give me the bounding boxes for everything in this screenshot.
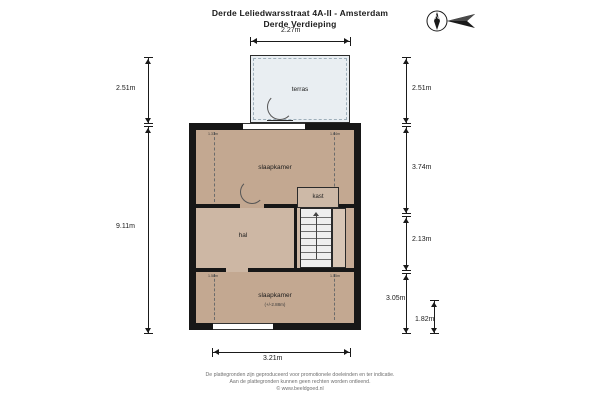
dim-left-terrace-label: 2.51m	[116, 85, 136, 92]
dim-right-terrace-arrow-down	[403, 118, 409, 123]
dim-top-width-arrow-right	[344, 38, 349, 44]
dim-right-terrace-arrow-up	[403, 59, 409, 64]
footer-disclaimer	[0, 372, 600, 393]
stair-direction-arrow-icon	[316, 215, 317, 259]
svg-text:N: N	[434, 15, 440, 21]
slaapkamer-top-label: slaapkamer	[258, 164, 292, 171]
dim-right-lower-arrow-down	[403, 328, 409, 333]
dim-right-small-label: 1.82m	[415, 316, 435, 323]
dim-bottom-width-cap-left	[212, 348, 213, 357]
dim-left-total-label: 9.11m	[116, 223, 135, 230]
dim-right-small-arrow-up	[431, 302, 437, 307]
inner-mark-bottom-right: 1.55m	[330, 274, 340, 278]
room-kast	[297, 187, 339, 208]
dim-left-terrace-cap-bottom	[144, 123, 153, 124]
dim-left-terrace-cap-top	[144, 57, 153, 58]
room-terras	[250, 55, 350, 123]
wall-hall-right	[294, 208, 297, 268]
dim-right-lower-line	[406, 273, 407, 333]
dim-right-terrace-cap-bottom	[402, 123, 411, 124]
dim-right-terrace-cap-top	[402, 57, 411, 58]
dim-bottom-width-arrow-right	[344, 349, 349, 355]
dim-right-bedroom-arrow-down	[403, 208, 409, 213]
dim-left-terrace-arrow-up	[145, 59, 151, 64]
footer-line-3: © www.beeldgoed.nl	[276, 386, 324, 392]
room-slaapkamer-bottom	[196, 272, 354, 323]
inner-mark-bottom-left: 1.58m	[208, 274, 218, 278]
terras-label: terras	[291, 86, 309, 93]
window-top	[243, 123, 305, 130]
terras-door-leaf	[267, 120, 293, 121]
footer-line-2: Aan de plattegronden kunnen geen rechten worden ontleend.	[229, 379, 371, 385]
stairwell-void	[332, 208, 346, 268]
dim-left-terrace-arrow-down	[145, 118, 151, 123]
dim-bottom-width-label: 3.21m	[263, 355, 283, 362]
dim-left-total-line	[148, 126, 149, 333]
dim-top-width-line	[250, 41, 350, 42]
dim-top-width-label: 2.27m	[281, 27, 301, 34]
dim-right-bedroom-cap-top	[402, 126, 411, 127]
title-address: Derde Leliedwarsstraat 4A-II - Amsterdam	[211, 8, 389, 18]
dim-right-hall-label: 2.13m	[412, 236, 432, 243]
dim-right-small-cap-top	[430, 300, 439, 301]
dim-top-width-arrow-left	[252, 38, 257, 44]
dim-right-hall-arrow-down	[403, 265, 409, 270]
staircase	[300, 208, 332, 268]
inner-mark-top-right: 1.64m	[330, 132, 340, 136]
dim-bottom-width-arrow-left	[214, 349, 219, 355]
dim-right-bedroom-label: 3.74m	[412, 164, 432, 171]
dim-bottom-width-cap-right	[350, 348, 351, 357]
footer-line-1: De plattegronden zijn geproduceerd voor promotionele doeleinden en ter indicatie.	[205, 372, 395, 378]
kast-label: kast	[312, 194, 324, 200]
dim-right-bedroom-cap-bottom	[402, 213, 411, 214]
dim-left-total-cap-bottom	[144, 333, 153, 334]
dim-top-width-cap-right	[350, 37, 351, 46]
dim-left-total-cap-top	[144, 126, 153, 127]
inner-dash-bottom-left	[214, 274, 215, 320]
bedroom-door-swing-icon	[240, 180, 264, 204]
inner-mark-top-left: 1.33m	[208, 132, 218, 136]
dim-right-terrace-label: 2.51m	[412, 85, 432, 92]
dim-right-hall-line	[406, 216, 407, 270]
dim-left-terrace-line	[148, 57, 149, 123]
dim-right-lower-arrow-up	[403, 275, 409, 280]
room-hal	[196, 208, 308, 268]
building-walls	[189, 123, 361, 330]
dim-top-width-cap-left	[250, 37, 251, 46]
dim-right-lower-label: 3.05m	[386, 295, 406, 302]
stair-arrowhead-icon	[313, 212, 319, 216]
compass-north-icon	[415, 6, 485, 36]
dim-right-terrace-line	[406, 57, 407, 123]
slaapkamer-bottom-area: (+/-2.88m)	[264, 302, 286, 307]
inner-dash-bottom-right	[334, 274, 335, 320]
dim-right-hall-cap-bottom	[402, 270, 411, 271]
hal-label: hal	[238, 232, 248, 239]
dim-right-small-cap-bottom	[430, 333, 439, 334]
dim-right-lower-cap-top	[402, 273, 411, 274]
dim-right-bedroom-arrow-up	[403, 128, 409, 133]
floorplan-drawing	[189, 55, 361, 335]
building-interior	[196, 130, 354, 323]
dim-right-hall-cap-top	[402, 216, 411, 217]
dim-left-total-arrow-up	[145, 128, 151, 133]
dim-right-lower-cap-bottom	[402, 333, 411, 334]
inner-dash-top-left	[214, 132, 215, 202]
terras-door-swing-icon	[267, 94, 293, 120]
dim-left-total-arrow-down	[145, 328, 151, 333]
slaapkamer-bottom-label: slaapkamer	[258, 292, 292, 299]
dim-bottom-width-line	[212, 352, 350, 353]
dim-right-small-arrow-down	[431, 328, 437, 333]
dim-right-bedroom-line	[406, 126, 407, 213]
window-bottom	[213, 323, 273, 330]
title-floor: Derde Verdieping	[263, 19, 337, 29]
dim-right-hall-arrow-up	[403, 218, 409, 223]
